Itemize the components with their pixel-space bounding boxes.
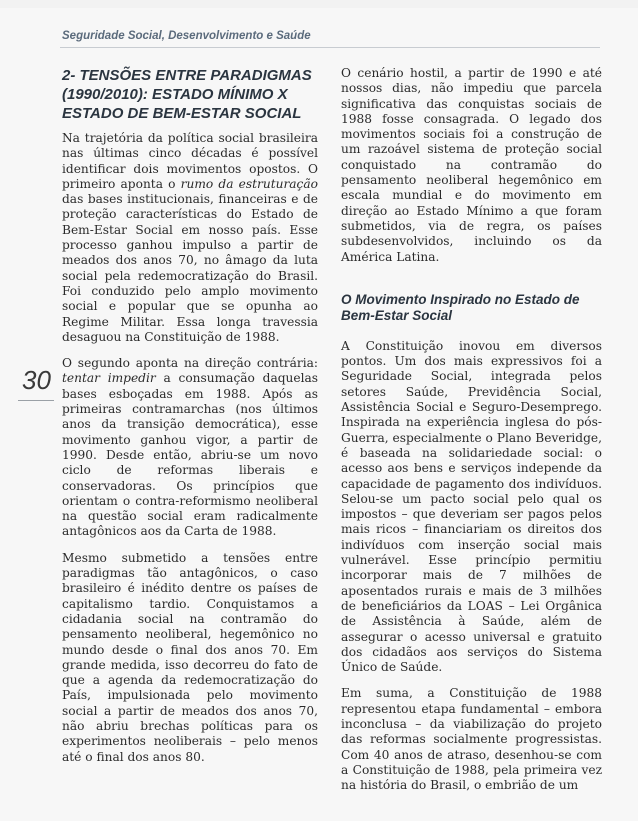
top-band: [0, 0, 638, 8]
right-column: [341, 66, 602, 804]
subsection-title: O Movimento Inspirado no Estado de Bem-Estar Social: [341, 291, 580, 324]
left-p1-text-a: Na trajetória da política social brasileira nas últimas cinco décadas é possível identificar dois movimentos opostos. O primeiro aponta o: [62, 131, 318, 191]
left-p1-emphasis: rumo da estruturação: [180, 176, 318, 191]
left-column: [62, 66, 318, 776]
section-title: 2- TENSÕES ENTRE PARADIGMAS (1990/2010): ESTADO MÍNIMO X ESTADO DE BEM-ESTAR SOCIAL: [62, 67, 312, 122]
left-paragraph-2: [62, 356, 318, 540]
page-number: 30: [22, 365, 51, 395]
running-header: Seguridade Social, Desenvolvimento e Saúde: [62, 30, 311, 42]
right-paragraph-2: A Constituição inovou em diversos pontos. Um dos mais expressivos foi a Seguridade Social, integrada pelos setores Saúde, Previdência Social, Assistência Social e Seguro-Desemprego. Inspirada na experiência inglesa do pós-Guerra, especialmente o Plano Beveridge, é baseada na solidariedade social: o acesso aos bens e serviços independe da capacidade de pagamento dos indivíduos. Selou-se um pacto social pelo qual os impostos – que deveriam ser pagos pelos mais ricos – financiariam os direitos dos indivíduos com inserção social mais vulnerável. Esse princípio permitiu incorporar mais de 7 milhões de aposentados rurais e mais de 3 milhões de beneficiários da LOAS – Lei Orgânica de Assistência à Saúde, além de assegurar o acesso universal e gratuito dos cidadãos aos serviços do Sistema Único de Saúde.: [341, 338, 602, 675]
left-paragraph-1: [62, 131, 318, 345]
left-paragraph-3: Mesmo submetido a tensões entre paradigmas tão antagônicos, o caso brasileiro é inédito dentre os países de capitalismo tardio. Conquistamos a cidadania social na contramão do pensamento neoliberal, hegemônico no mundo desde o final dos anos 70. Em grande medida, isso decorreu do fato de que a agenda da redemocratização do País, impulsionada pelo movimento social a partir de meados dos anos 70, não abriu brechas políticas para os experimentos neoliberais – pelo menos até o final dos anos 80.: [62, 550, 318, 764]
left-p2-text-a: O segundo aponta na direção contrária:: [62, 356, 318, 371]
right-paragraph-1: O cenário hostil, a partir de 1990 e até nossos dias, não impediu que parcela significativa das conquistas sociais de 1988 fosse consagrada. O legado dos movimentos sociais foi a construção de um razoável sistema de proteção social conquistado na contramão do pensamento neoliberal hegemônico em escala mundial e do movimento em direção ao Estado Mínimo a que foram submetidos, via de regra, os países subdesenvolvidos, incluindo os da América Latina.: [341, 66, 602, 264]
left-p2-text-b: a consumação daquelas bases esboçadas em 1988. Após as primeiras contramarchas (nos últimos anos da transição democrática), esse movimento ganhou vigor, a partir de 1990. Desde então, abriu-se um novo ciclo de reformas liberais e conservadoras. Os princípios que orientam o contra-reformismo neoliberal na questão social eram radicalmente antagônicos aos da Carta de 1988.: [62, 371, 318, 539]
header-rule: [60, 47, 600, 48]
left-p1-text-b: das bases institucionais, financeiras e de proteção características do Estado de Bem-Estar Social em nosso país. Esse processo ganhou impulso a partir de meados dos anos 70, no âmago da luta social pela redemocratização do Brasil. Foi conduzido pelo amplo movimento social e popular que se opunha ao Regime Militar. Essa longa travessia desaguou na Constituição de 1988.: [62, 192, 318, 344]
left-p2-emphasis: tentar impedir: [62, 371, 156, 386]
page-number-rule: [18, 400, 54, 401]
right-paragraph-3: Em suma, a Constituição de 1988 representou etapa fundamental – embora inconclusa – da viabilização do projeto das reformas socialmente progressistas. Com 40 anos de atraso, desenhou-se com a Constituição de 1988, pela primeira vez na história do Brasil, o embrião de um: [341, 686, 602, 793]
